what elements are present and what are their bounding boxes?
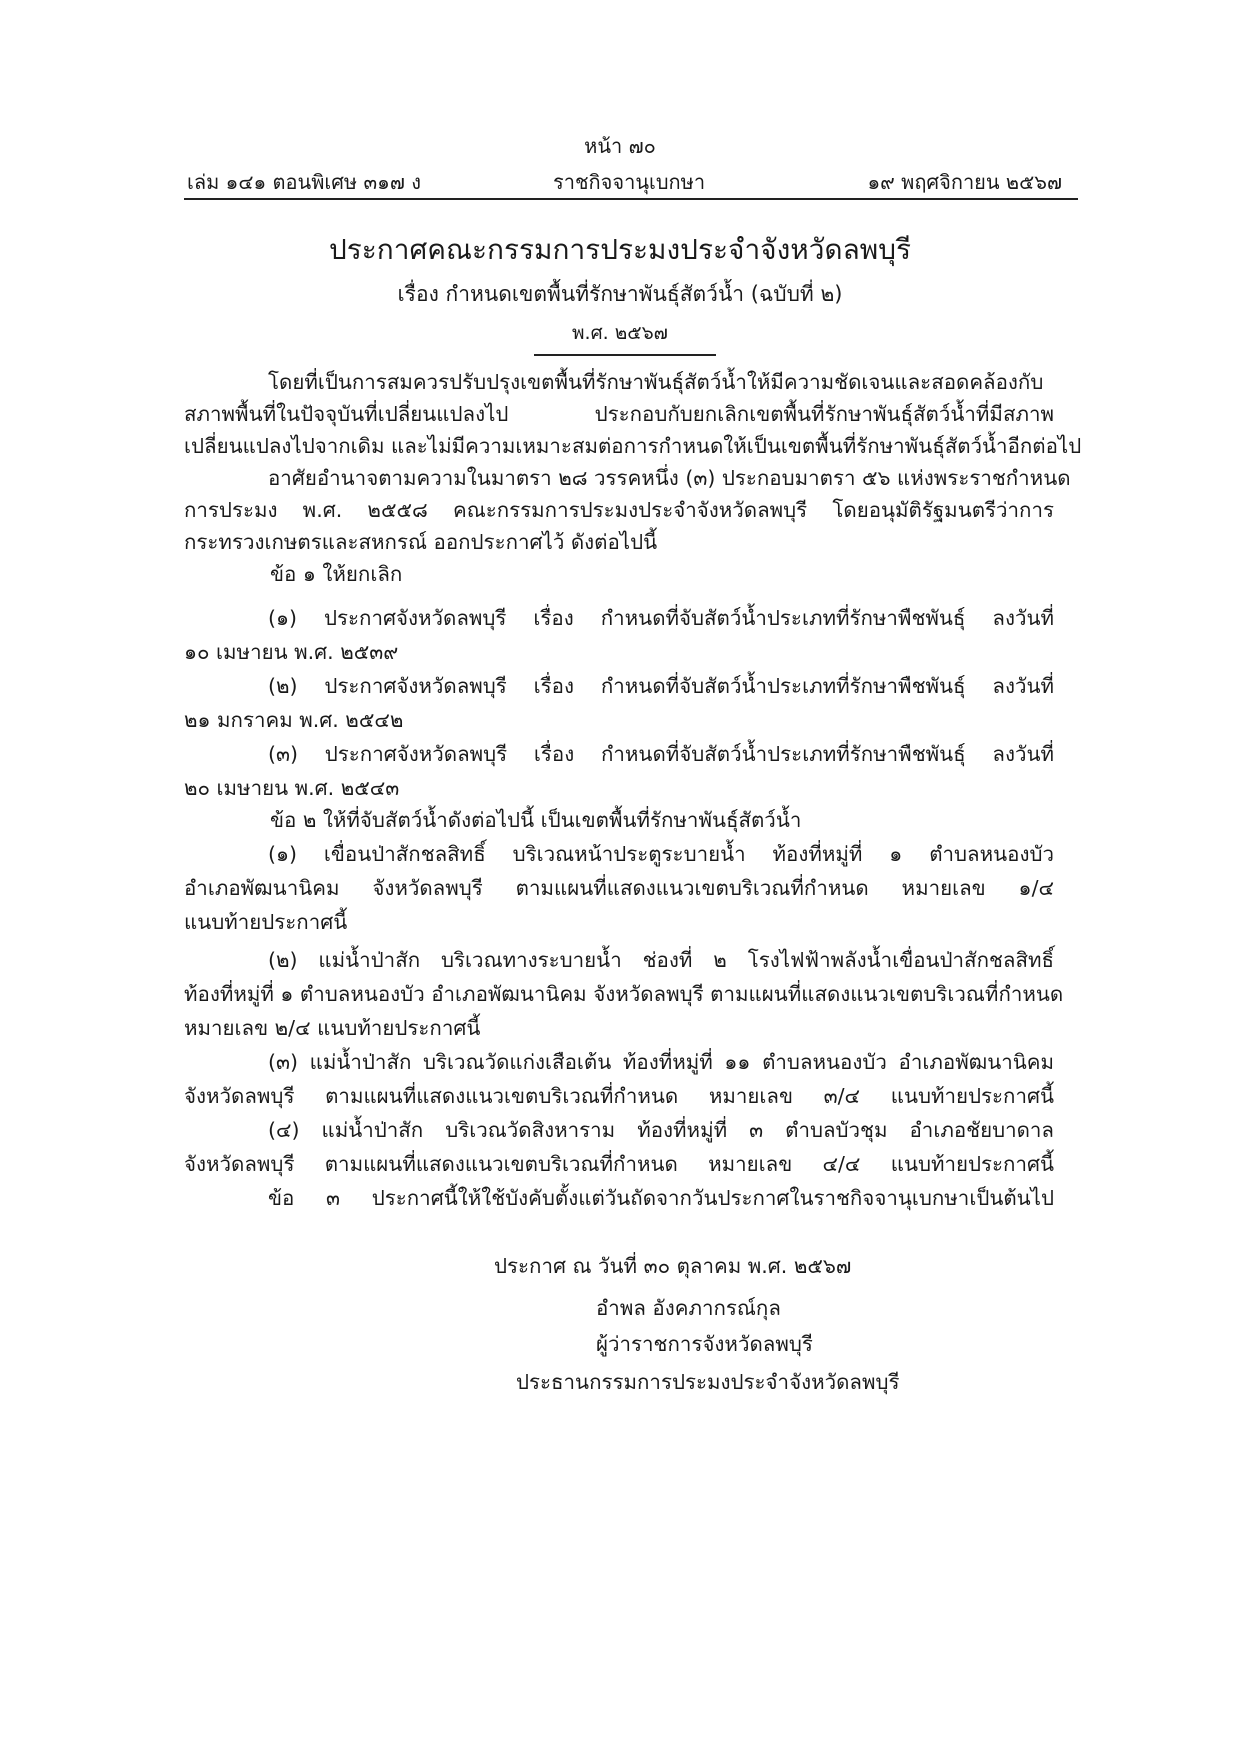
body-line: (๑) เขื่อนป่าสักชลสิทธิ์ บริเวณหน้าประตูระบายน้ำ ท้องที่หมู่ที่ ๑ ตำบลหนองบัว bbox=[268, 842, 1054, 866]
clause-heading: ข้อ ๑ ให้ยกเลิก bbox=[270, 562, 403, 586]
body-line: ท้องที่หมู่ที่ ๑ ตำบลหนองบัว อำเภอพัฒนานิคม จังหวัดลพบุรี ตามแผนที่แสดงแนวเขตบริเวณที่กำหนด bbox=[184, 982, 1064, 1006]
clause-heading: ข้อ ๓ ประกาศนี้ให้ใช้บังคับตั้งแต่วันถัดจากวันประกาศในราชกิจจานุเบกษาเป็นต้นไป bbox=[268, 1186, 1054, 1210]
signatory-title: ประธานกรรมการประมงประจำจังหวัดลพบุรี bbox=[516, 1370, 900, 1394]
body-line: อาศัยอำนาจตามความในมาตรา ๒๘ วรรคหนึ่ง (๓) ประกอบมาตรา ๕๖ แห่งพระราชกำหนด bbox=[268, 466, 1071, 490]
body-line: (๒) ประกาศจังหวัดลพบุรี เรื่อง กำหนดที่จับสัตว์น้ำประเภทที่รักษาพืชพันธุ์ ลงวันที่ bbox=[268, 674, 1054, 698]
body-line: (๒) แม่น้ำป่าสัก บริเวณทางระบายน้ำ ช่องที่ ๒ โรงไฟฟ้าพลังน้ำเขื่อนป่าสักชลสิทธิ์ bbox=[268, 948, 1054, 972]
body-line: อำเภอพัฒนานิคม จังหวัดลพบุรี ตามแผนที่แสดงแนวเขตบริเวณที่กำหนด หมายเลข ๑/๔ bbox=[184, 876, 1054, 900]
body-line: (๔) แม่น้ำป่าสัก บริเวณวัดสิงหาราม ท้องที่หมู่ที่ ๓ ตำบลบัวชุม อำเภอชัยบาดาล bbox=[268, 1118, 1054, 1142]
body-line: ๒๑ มกราคม พ.ศ. ๒๕๔๒ bbox=[184, 708, 404, 732]
body-line: (๑) ประกาศจังหวัดลพบุรี เรื่อง กำหนดที่จับสัตว์น้ำประเภทที่รักษาพืชพันธุ์ ลงวันที่ bbox=[268, 606, 1054, 630]
body-line: สภาพพื้นที่ในปัจจุบันที่เปลี่ยนแปลงไป ประกอบกับยกเลิกเขตพื้นที่รักษาพันธุ์สัตว์น้ำที่มีสภาพ bbox=[184, 402, 1054, 426]
announcement-date: ประกาศ ณ วันที่ ๓๐ ตุลาคม พ.ศ. ๒๕๖๗ bbox=[494, 1254, 852, 1278]
publication-name: ราชกิจจานุเบกษา bbox=[553, 170, 706, 194]
signatory-name: อำพล อังคภากรณ์กุล bbox=[596, 1296, 781, 1320]
title-rule bbox=[534, 354, 716, 356]
body-line: โดยที่เป็นการสมควรปรับปรุงเขตพื้นที่รักษาพันธุ์สัตว์น้ำให้มีความชัดเจนและสอดคล้องกับ bbox=[268, 370, 1044, 394]
document-title: ประกาศคณะกรรมการประมงประจำจังหวัดลพบุรี bbox=[328, 233, 912, 266]
body-line: จังหวัดลพบุรี ตามแผนที่แสดงแนวเขตบริเวณที่กำหนด หมายเลข ๔/๔ แนบท้ายประกาศนี้ bbox=[184, 1152, 1054, 1176]
body-line: การประมง พ.ศ. ๒๕๕๘ คณะกรรมการประมงประจำจังหวัดลพบุรี โดยอนุมัติรัฐมนตรีว่าการ bbox=[184, 498, 1054, 522]
body-line: (๓) แม่น้ำป่าสัก บริเวณวัดแก่งเสือเต้น ท้องที่หมู่ที่ ๑๑ ตำบลหนองบัว อำเภอพัฒนานิคม bbox=[268, 1050, 1054, 1074]
body-line: (๓) ประกาศจังหวัดลพบุรี เรื่อง กำหนดที่จับสัตว์น้ำประเภทที่รักษาพืชพันธุ์ ลงวันที่ bbox=[268, 742, 1054, 766]
header-rule bbox=[184, 198, 1078, 200]
document-year: พ.ศ. ๒๕๖๗ bbox=[572, 322, 668, 344]
volume-issue: เล่ม ๑๔๑ ตอนพิเศษ ๓๑๗ ง bbox=[187, 170, 421, 194]
publication-date: ๑๙ พฤศจิกายน ๒๕๖๗ bbox=[867, 170, 1062, 194]
body-line: ๒๐ เมษายน พ.ศ. ๒๕๔๓ bbox=[184, 776, 400, 800]
body-line: เปลี่ยนแปลงไปจากเดิม และไม่มีความเหมาะสมต่อการกำหนดให้เป็นเขตพื้นที่รักษาพันธุ์สัตว์น้ำอีกต่อไป bbox=[184, 434, 1082, 458]
document-subject: เรื่อง กำหนดเขตพื้นที่รักษาพันธุ์สัตว์น้ำ (ฉบับที่ ๒) bbox=[397, 282, 843, 306]
signatory-position: ผู้ว่าราชการจังหวัดลพบุรี bbox=[596, 1332, 813, 1356]
body-line: แนบท้ายประกาศนี้ bbox=[184, 910, 348, 934]
page-number: หน้า ๗๐ bbox=[584, 134, 656, 158]
body-line: กระทรวงเกษตรและสหกรณ์ ออกประกาศไว้ ดังต่อไปนี้ bbox=[184, 530, 658, 554]
body-line: ๑๐ เมษายน พ.ศ. ๒๕๓๙ bbox=[184, 640, 399, 664]
clause-heading: ข้อ ๒ ให้ที่จับสัตว์น้ำดังต่อไปนี้ เป็นเขตพื้นที่รักษาพันธุ์สัตว์น้ำ bbox=[270, 808, 802, 832]
body-line: จังหวัดลพบุรี ตามแผนที่แสดงแนวเขตบริเวณที่กำหนด หมายเลข ๓/๔ แนบท้ายประกาศนี้ bbox=[184, 1084, 1054, 1108]
body-line: หมายเลข ๒/๔ แนบท้ายประกาศนี้ bbox=[184, 1016, 481, 1040]
